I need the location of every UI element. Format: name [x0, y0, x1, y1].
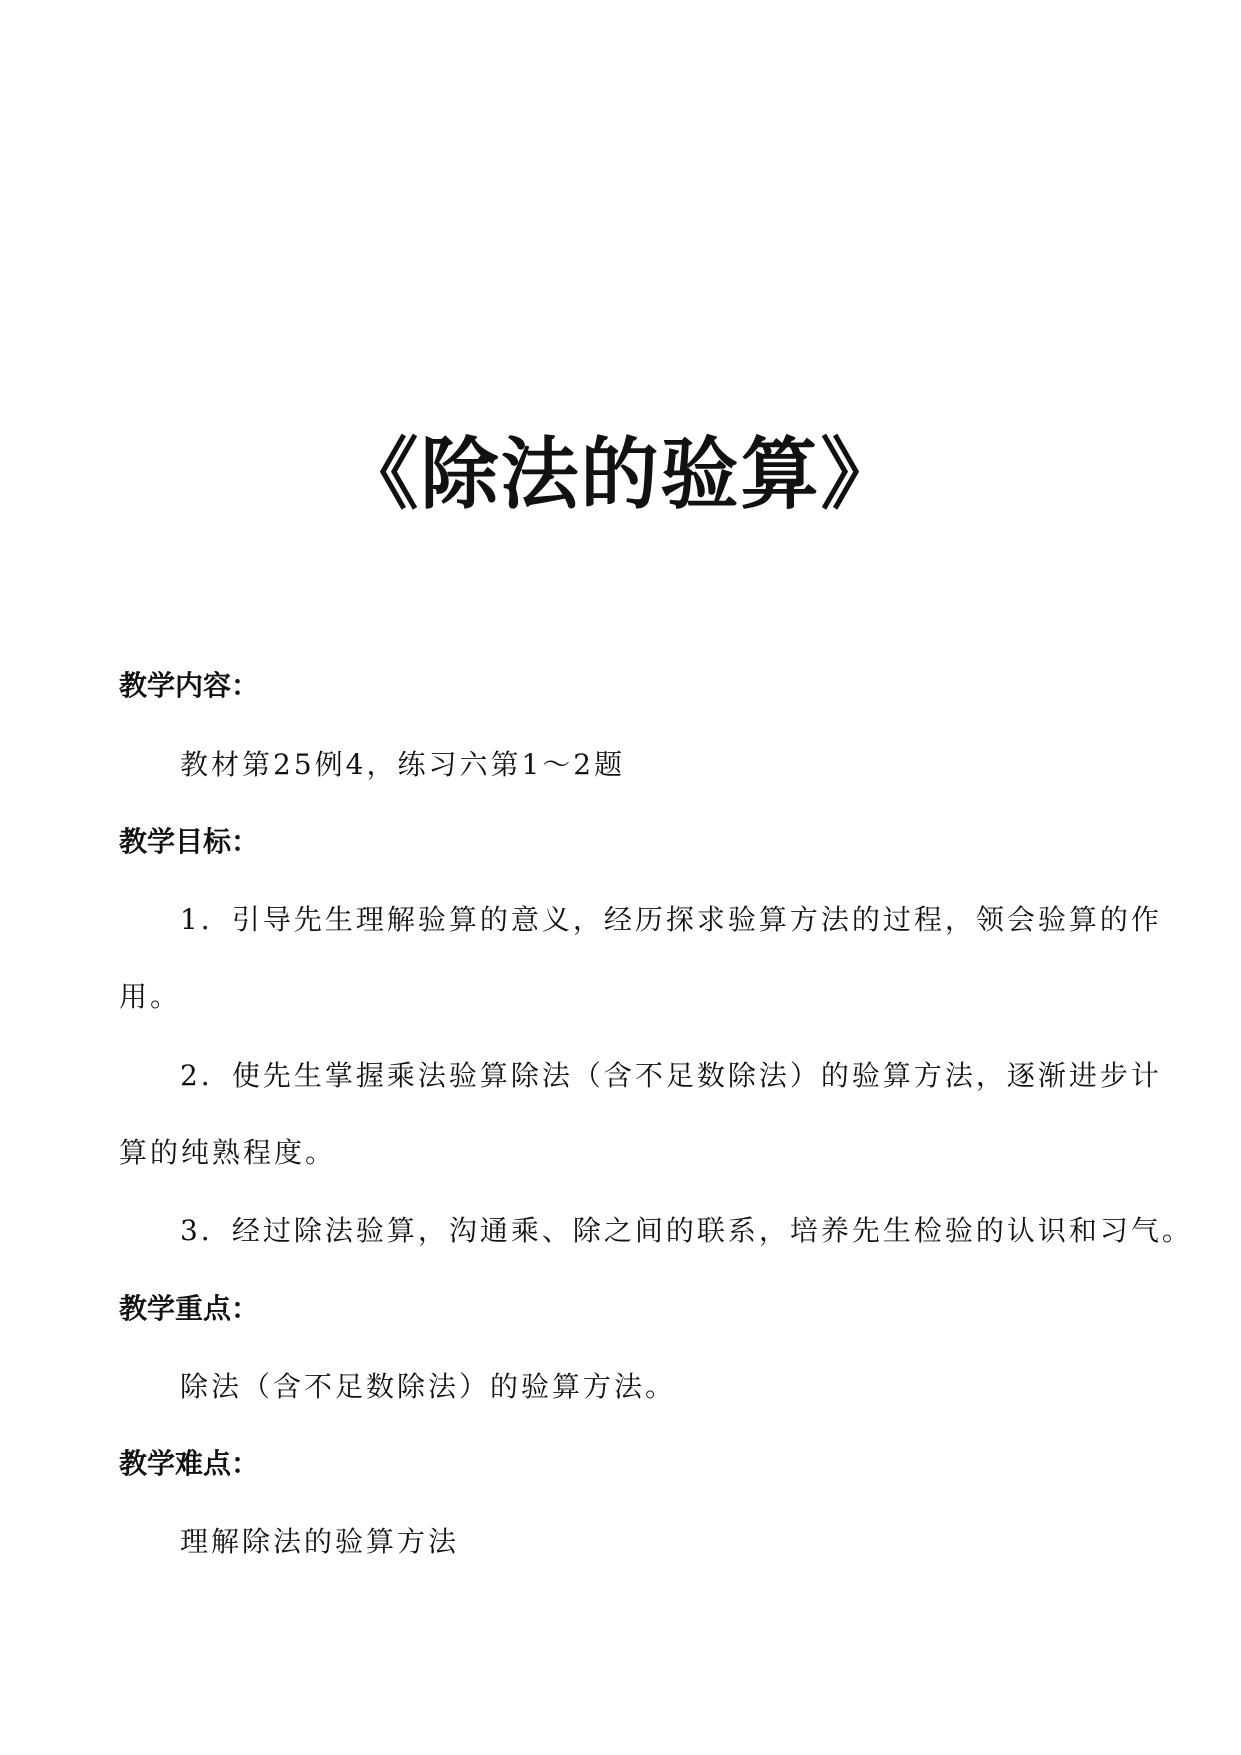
- section-heading-key-point: 教学重点：: [119, 1292, 260, 1325]
- objective-1-line-1: 1．引导先生理解验算的意义，经历探求验算方法的过程，领会验算的作: [180, 903, 1162, 936]
- objective-3-line-1: 3．经过除法验算，沟通乘、除之间的联系，培养先生检验的认识和习气。: [180, 1214, 1193, 1247]
- section-heading-difficulty: 教学难点：: [119, 1447, 260, 1480]
- difficulty-text: 理解除法的验算方法: [180, 1525, 460, 1558]
- objective-2-line-2: 算的纯熟程度。: [119, 1136, 337, 1169]
- content-text: 教材第25例4，练习六第1～2题: [180, 748, 626, 781]
- objective-1-line-2: 用。: [119, 980, 182, 1013]
- page-title: 《除法的验算》: [340, 430, 901, 520]
- objective-2-line-1: 2．使先生掌握乘法验算除法（含不足数除法）的验算方法，逐渐进步计: [180, 1059, 1162, 1092]
- section-heading-content: 教学内容：: [119, 669, 260, 702]
- key-point-text: 除法（含不足数除法）的验算方法。: [180, 1370, 677, 1403]
- section-heading-objectives: 教学目标：: [119, 825, 260, 858]
